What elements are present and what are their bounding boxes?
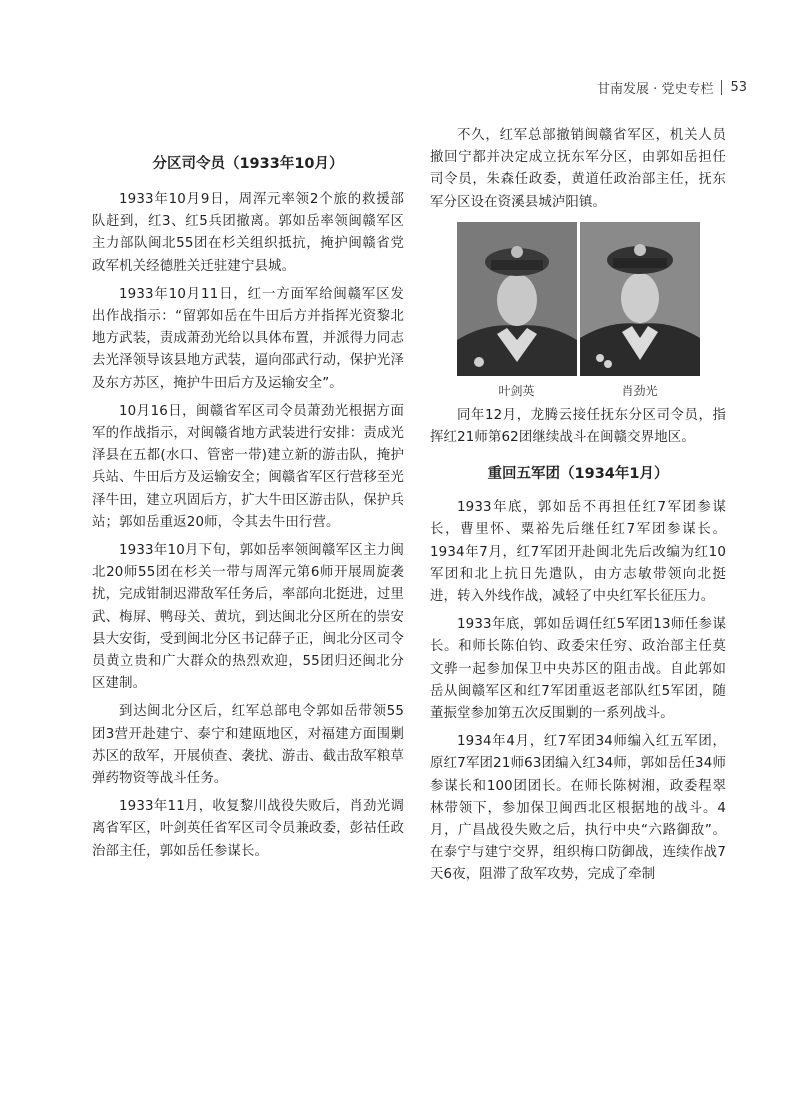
paragraph: 同年12月，龙腾云接任抚东分区司令员，指挥红21师第62团继续战斗在闽赣交界地区。 — [430, 407, 726, 446]
paragraph: 1933年11月，收复黎川战役失败后，肖劲光调离省军区，叶剑英任省军区司令员兼政委，彭祜任政治部主任，郭如岳任参谋长。 — [92, 799, 404, 859]
left-column — [92, 125, 404, 869]
caption-right: 肖劲光 — [621, 383, 658, 398]
paragraph: 1934年4月，红7军团34师编入红五军团，原红7军团21师63团编入红34师，郭如岳任34师参谋长和100团团长。在师长陈树湘，政委程翠林带领下，参加保卫闽西北区根据地的战斗。4月，广昌战役失败之后，执行中央“六路御敌”。在泰宁与建宁交界，组织梅口防御战，连续作战7天6夜，阻滞了敌军攻势，完成了牵制 — [430, 734, 726, 883]
portrait-ye-jianying — [457, 222, 577, 376]
portrait-photos — [430, 222, 726, 376]
page-header — [597, 78, 747, 97]
photo-captions — [430, 382, 726, 399]
paragraph-intro: 不久，红军总部撤销闽赣省军区，机关人员撤回宁都并决定成立抚东军分区，由郭如岳担任司令员，朱森任政委，黄道任政治部主任，抚东军分区设在资溪县城泸阳镇。 — [430, 128, 726, 210]
paragraph: 10月16日，闽赣省军区司令员萧劲光根据方面军的作战指示，对闽赣省地方武装进行安排：责成光泽县在五都(水口、管密一带)建立新的游击队，掩护兵站、牛田后方及运输安全；闽赣省军区行营移至光泽牛田，建立巩固后方，扩大牛田区游击队，保护兵站；郭如岳重返20师，令其去牛田行营。 — [92, 403, 404, 530]
section-heading-1: 分区司令员（1933年10月） — [152, 156, 344, 172]
portrait-xiao-jinguang — [580, 222, 700, 376]
right-column — [430, 125, 726, 893]
paragraph: 1933年10月9日，周浑元率领2个旅的救援部队赶到，红3、红5兵团撤离。郭如岳率领闽赣军区主力部队闽北55团在杉关组织抵抗，掩护闽赣省党政军机关经德胜关迁驻建宁县城。 — [92, 192, 404, 274]
section-heading-2: 重回五军团（1934年1月） — [487, 466, 669, 483]
caption-left: 叶剑英 — [498, 383, 535, 398]
section-title: 甘南发展 · 党史专栏 — [597, 82, 714, 97]
page-number: 53 — [730, 80, 747, 95]
paragraph: 到达闽北分区后，红军总部电令郭如岳带领55团3营开赴建宁、泰宁和建瓯地区，对福建方面围剿苏区的敌军，开展侦查、袭扰、游击、截击敌军粮草弹药物资等战斗任务。 — [92, 704, 404, 787]
header-divider — [721, 80, 722, 95]
paragraph: 1933年10月11日，红一方面军给闽赣军区发出作战指示：“留郭如岳在牛田后方并指挥光资黎北地方武装，责成萧劲光给以具体布置，并派得力同志去光泽领导该县地方武装，逼向邵武行动，保护光泽及东方苏区，掩护牛田后方及运输安全”。 — [92, 286, 404, 391]
paragraph: 1933年10月下旬，郭如岳率领闽赣军区主力闽北20师55团在杉关一带与周浑元第6师开展周旋袭扰，完成钳制迟滞敌军任务后，率部向北挺进，过里武、梅屏、鸭母关、黄坑，到达闽北分区所在的崇安县大安街，受到闽北分区书记薛子正，闽北分区司令员黄立贵和广大群众的热烈欢迎，55团归还闽北分区建制。 — [92, 543, 404, 692]
paragraph: 1933年底，郭如岳调任红5军团13师任参谋长。和师长陈伯钧、政委宋任穷、政治部主任莫文骅一起参加保卫中央苏区的阻击战。自此郭如岳从闽赣军区和红7军团重返老部队红5军团，随董振堂参加第五次反围剿的一系列战斗。 — [430, 617, 726, 722]
paragraph: 1933年底，郭如岳不再担任红7军团参谋长，曹里怀、粟裕先后继任红7军团参谋长。1934年7月，红7军团开赴闽北先后改编为红10军团和北上抗日先遣队，由方志敏带领向北挺进，转入外线作战，减轻了中央红军长征压力。 — [430, 500, 726, 605]
